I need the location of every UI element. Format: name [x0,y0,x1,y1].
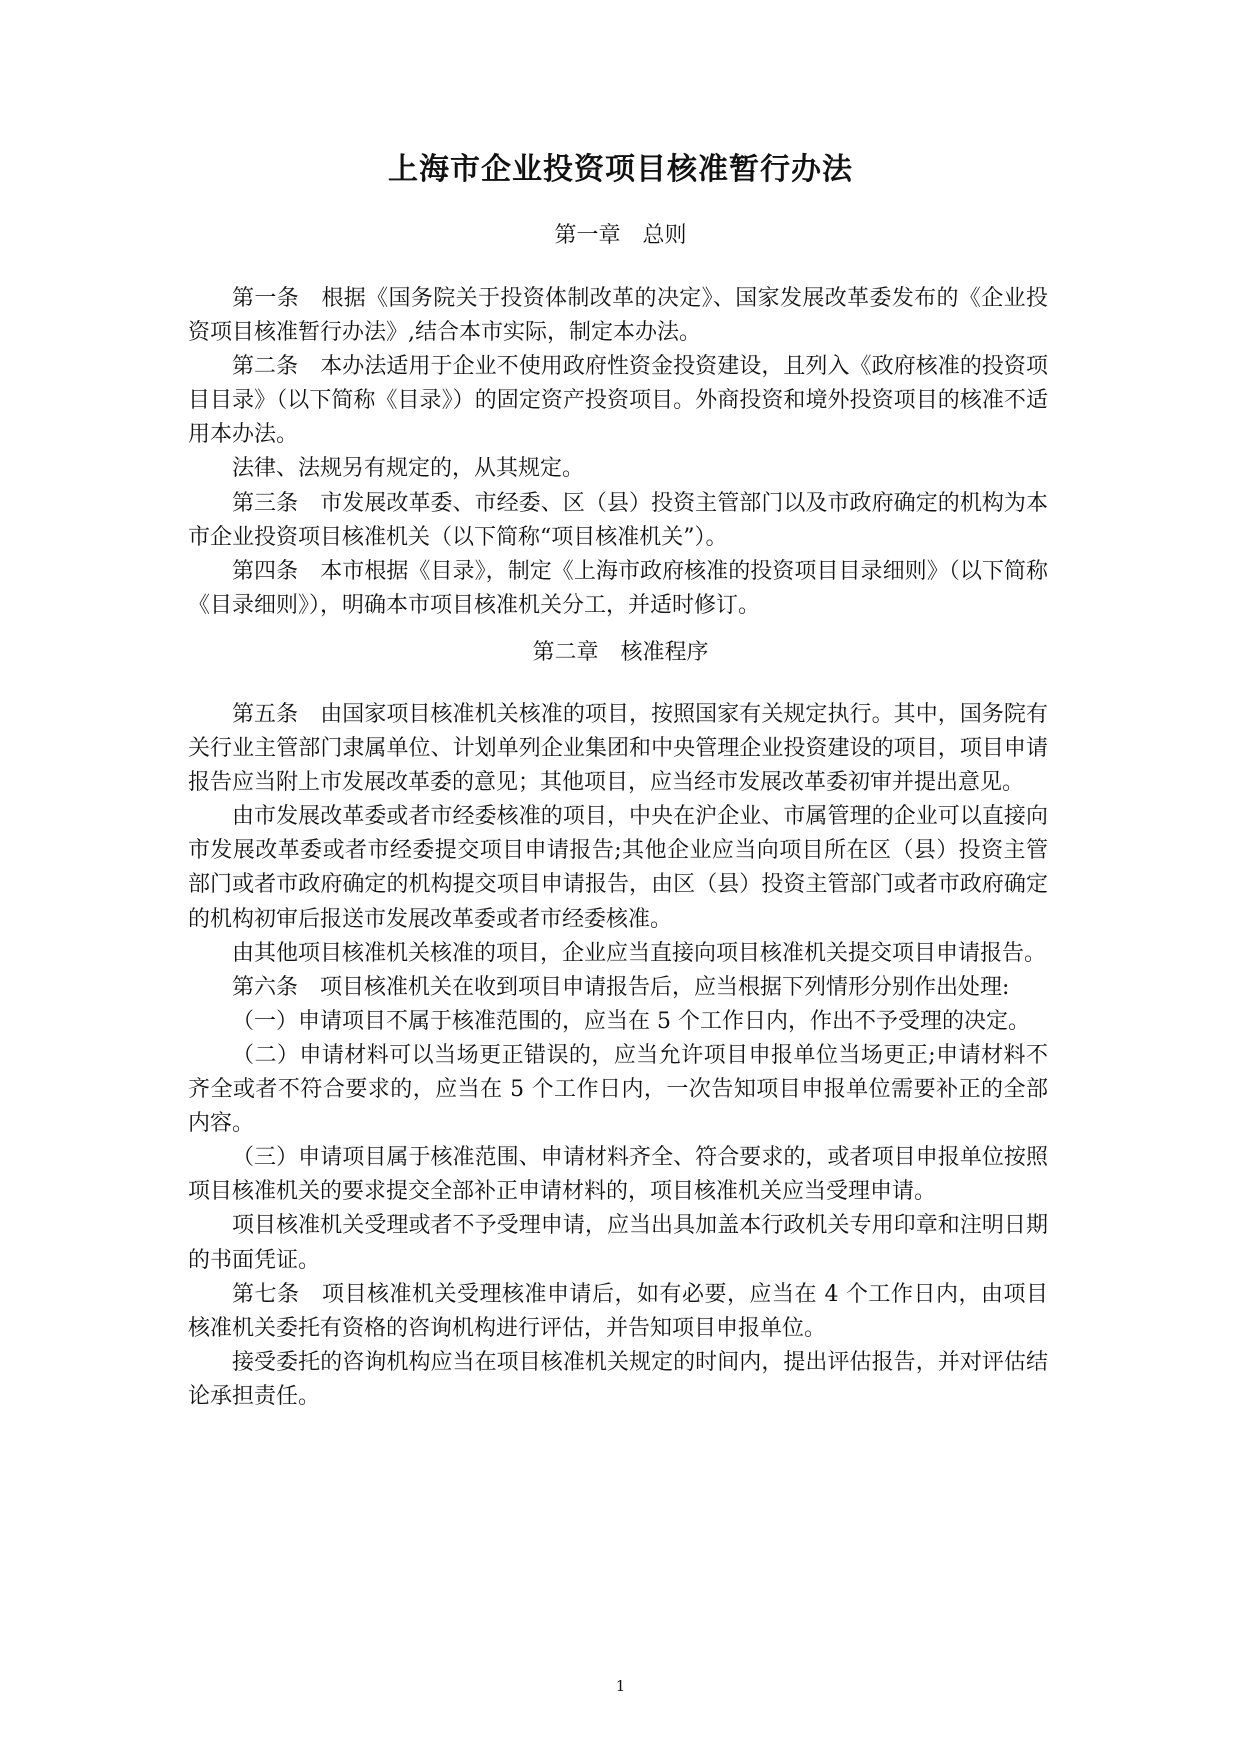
article-6-paragraph-2: 项目核准机关受理或者不予受理申请，应当出具加盖本行政机关专用印章和注明日期的书面凭证。 [188,1213,1048,1273]
article-6-item-3: （三）申请项目属于核准范围、申请材料齐全、符合要求的，或者项目申报单位按照项目核准机关的要求提交全部补正申请材料的，项目核准机关应当受理申请。 [188,1145,1048,1205]
chapter-2-body [188,698,1048,1414]
chapter-heading-2: 第二章 核准程序 [532,640,709,665]
article-2-paragraph: 第二条 本办法适用于企业不使用政府性资金投资建设，且列入《政府核准的投资项目目录》（以下简称《目录》）的固定资产投资项目。外商投资和境外投资项目的核准不适用本办法。 [188,354,1048,448]
article-3-paragraph: 第三条 市发展改革委、市经委、区（县）投资主管部门以及市政府确定的机构为本市企业投资项目核准机关（以下简称“项目核准机关”）。 [188,490,1048,550]
article-5-paragraph-3: 由其他项目核准机关核准的项目，企业应当直接向项目核准机关提交项目申请报告。 [232,940,1047,966]
article-1-paragraph: 第一条 根据《国务院关于投资体制改革的决定》、国家发展改革委发布的《企业投资项目核准暂行办法》,结合本市实际，制定本办法。 [188,286,1048,346]
article-2-note-paragraph: 法律、法规另有规定的，从其规定。 [232,456,585,482]
document-title: 上海市企业投资项目核准暂行办法 [388,152,853,187]
article-5-paragraph: 第五条 由国家项目核准机关核准的项目，按照国家有关规定执行。其中，国务院有关行业主管部门隶属单位、计划单列企业集团和中央管理企业投资建设的项目，项目申请报告应当附上市发展改革委的意见；其他项目，应当经市发展改革委初审并提出意见。 [188,702,1048,796]
article-5-paragraph-2: 由市发展改革委或者市经委核准的项目，中央在沪企业、市属管理的企业可以直接向市发展改革委或者市经委提交项目申请报告;其他企业应当向项目所在区（县）投资主管部门或者市政府确定的机构提交项目申请报告，由区（县）投资主管部门或者市政府确定的机构初审后报送市发展改革委或者市经委核准。 [188,804,1048,932]
article-7-paragraph-2: 接受委托的咨询机构应当在项目核准机关规定的时间内，提出评估报告，并对评估结论承担责任。 [188,1349,1048,1409]
article-4-paragraph: 第四条 本市根据《目录》，制定《上海市政府核准的投资项目目录细则》（以下简称《目录细则》），明确本市项目核准机关分工，并适时修订。 [188,558,1048,618]
chapter-heading-1: 第一章 总则 [554,223,687,248]
article-7-paragraph: 第七条 项目核准机关受理核准申请后，如有必要，应当在 4 个工作日内，由项目核准机关委托有资格的咨询机构进行评估，并告知项目申报单位。 [188,1281,1048,1341]
article-6-item-2: （二）申请材料可以当场更正错误的，应当允许项目申报单位当场更正;申请材料不齐全或者不符合要求的，应当在 5 个工作日内，一次告知项目申报单位需要补正的全部内容。 [188,1042,1048,1137]
article-6-item-1: （一）申请项目不属于核准范围的，应当在 5 个工作日内，作出不予受理的决定。 [232,1008,1030,1034]
article-6-paragraph: 第六条 项目核准机关在收到项目申请报告后，应当根据下列情形分别作出处理: [232,974,1010,1000]
page-number: 1 [615,1677,626,1695]
chapter-1-body [188,282,1048,623]
